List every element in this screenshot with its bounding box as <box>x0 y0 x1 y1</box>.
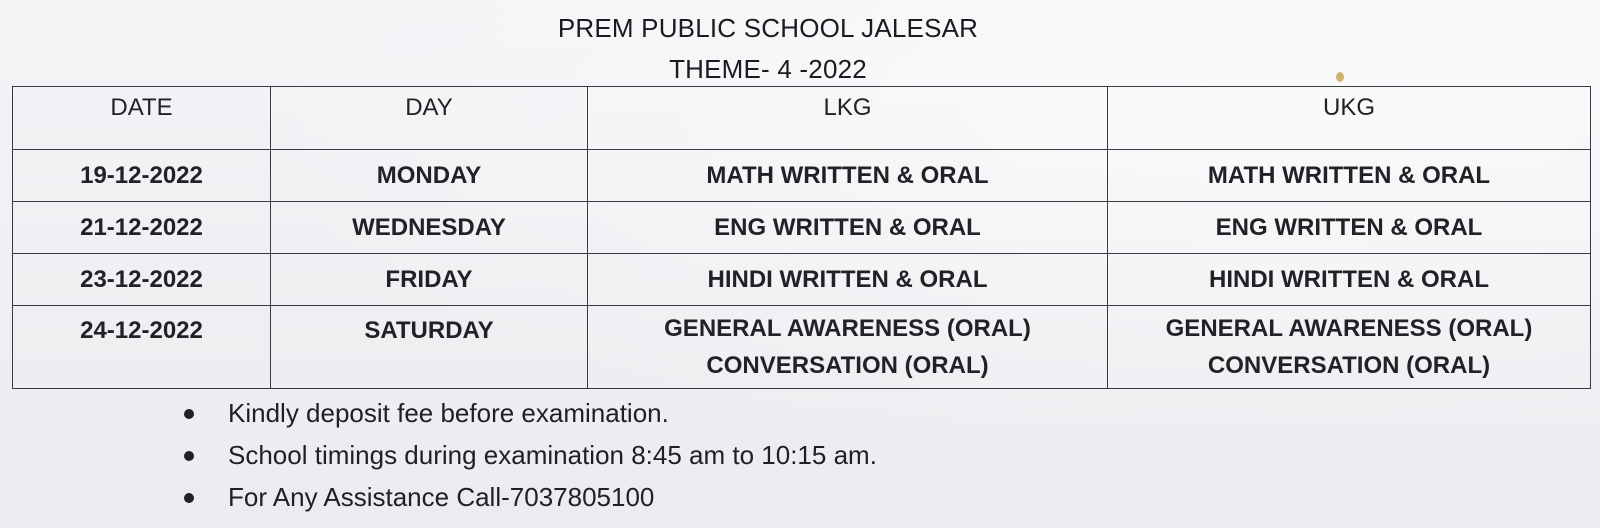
exam-schedule-table <box>12 86 1591 389</box>
lkg-exam-cell: MATH WRITTEN & ORAL <box>588 150 1108 202</box>
note-text: For Any Assistance Call-7037805100 <box>228 482 655 512</box>
ukg-exam-cell: HINDI WRITTEN & ORAL <box>1108 254 1591 306</box>
column-header-day: DAY <box>271 87 588 150</box>
day-cell: FRIDAY <box>271 254 588 306</box>
table-row <box>13 306 1591 389</box>
column-header-ukg: UKG <box>1108 87 1591 150</box>
lkg-exam-cell: GENERAL AWARENESS (ORAL) CONVERSATION (ORAL) <box>588 306 1108 389</box>
date-cell: 19-12-2022 <box>13 150 271 202</box>
table-row <box>13 254 1591 306</box>
lkg-exam-cell: HINDI WRITTEN & ORAL <box>588 254 1108 306</box>
table-header-row <box>13 87 1591 150</box>
note-text: School timings during examination 8:45 am to 10:15 am. <box>228 440 877 470</box>
school-name: PREM PUBLIC SCHOOL JALESAR <box>557 13 979 43</box>
lkg-exam-cell: ENG WRITTEN & ORAL <box>588 202 1108 254</box>
ukg-exam-cell: MATH WRITTEN & ORAL <box>1108 150 1591 202</box>
list-item <box>178 434 877 476</box>
day-cell: WEDNESDAY <box>271 202 588 254</box>
document-header <box>0 8 1536 90</box>
note-text: Kindly deposit fee before examination. <box>228 398 669 428</box>
bullet-icon <box>184 493 194 503</box>
ukg-exam-cell: GENERAL AWARENESS (ORAL) CONVERSATION (ORAL) <box>1108 306 1591 389</box>
bullet-icon <box>184 451 194 461</box>
list-item <box>178 392 877 434</box>
list-item <box>178 476 877 518</box>
exam-theme-title: THEME- 4 -2022 <box>669 54 867 84</box>
column-header-lkg: LKG <box>588 87 1108 150</box>
date-cell: 24-12-2022 <box>13 306 271 389</box>
table-row <box>13 150 1591 202</box>
date-cell: 21-12-2022 <box>13 202 271 254</box>
day-cell: SATURDAY <box>271 306 588 389</box>
ukg-exam-cell: ENG WRITTEN & ORAL <box>1108 202 1591 254</box>
table-row <box>13 202 1591 254</box>
notes-list <box>178 392 877 518</box>
date-cell: 23-12-2022 <box>13 254 271 306</box>
paper-stain <box>1336 72 1344 82</box>
column-header-date: DATE <box>13 87 271 150</box>
bullet-icon <box>184 409 194 419</box>
day-cell: MONDAY <box>271 150 588 202</box>
